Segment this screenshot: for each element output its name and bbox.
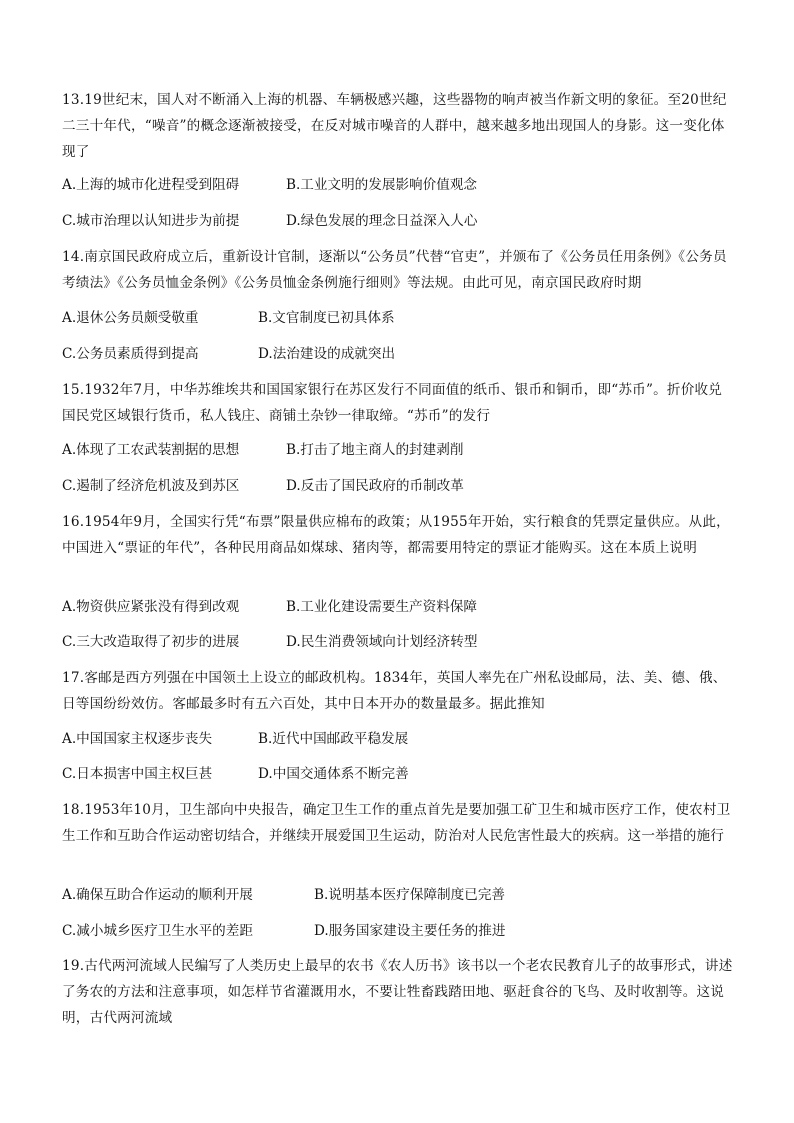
- question-16-option-d[interactable]: D.民生消费领域向计划经济转型: [286, 634, 478, 650]
- question-16-option-a[interactable]: A.物资供应紧张没有得到改观: [62, 599, 240, 615]
- question-14-option-b[interactable]: B.文官制度已初具体系: [258, 310, 395, 326]
- question-19-stem: 19.古代两河流域人民编写了人类历史上最早的农书《农人历书》该书以一个老农民教育儿子的故事形式，讲述了务农的方法和注意事项，如怎样节省灌溉用水，不要让牲畜践踏田地、驱赶食谷的飞鸟、及时收割等。这说明，古代两河流域: [62, 958, 733, 1026]
- question-13-option-c[interactable]: C.城市治理以认知进步为前提: [62, 213, 240, 229]
- question-15-option-a[interactable]: A.体现了工农武装割据的思想: [62, 442, 240, 458]
- question-14-option-d[interactable]: D.法治建设的成就突出: [258, 346, 396, 362]
- question-15-options-row2: [62, 477, 734, 495]
- question-18-option-c[interactable]: C.减小城乡医疗卫生水平的差距: [62, 923, 253, 939]
- question-18-options: [62, 886, 734, 904]
- question-16-options: [62, 598, 734, 616]
- question-16-stem: 16.1954年9月，全国实行凭“布票”限量供应棉布的政策；从1955年开始，实行粮食的凭票定量供应。从此，中国进入“票证的年代”，各种民用商品如煤球、猪肉等，都需要用特定的票证才能购买。这在本质上说明: [62, 514, 730, 556]
- question-17-options: [62, 730, 734, 748]
- question-17-stem: 17.客邮是西方列强在中国领土上设立的邮政机构。1834年，英国人率先在广州私设邮局，法、美、德、俄、日等国纷纷效仿。客邮最多时有五六百处，其中日本开办的数量最多。据此推知: [62, 670, 727, 712]
- question-15-option-c[interactable]: C.遏制了经济危机波及到苏区: [62, 478, 240, 494]
- question-15-options: [62, 441, 734, 459]
- question-16-options-row2: [62, 633, 734, 651]
- question-17-option-a[interactable]: A.中国国家主权逐步丧失: [62, 731, 213, 747]
- question-14-stem: 14.南京国民政府成立后，重新设计官制，逐渐以“公务员”代替“官吏”，并颁布了《公务员任用条例》《公务员考绩法》《公务员恤金条例》《公务员恤金条例施行细则》等法规。由此可见，南京国民政府时期: [62, 249, 727, 291]
- question-18-option-b[interactable]: B.说明基本医疗保障制度已完善: [314, 887, 506, 903]
- question-14-option-a[interactable]: A.退休公务员颇受敬重: [62, 310, 199, 326]
- question-17-option-d[interactable]: D.中国交通体系不断完善: [258, 766, 409, 782]
- question-13-option-a[interactable]: A.上海的城市化进程受到阻碍: [62, 177, 240, 193]
- question-15-option-b[interactable]: B.打击了地主商人的封建剥削: [286, 442, 464, 458]
- question-17-option-c[interactable]: C.日本损害中国主权巨甚: [62, 766, 213, 782]
- question-13-options: [62, 176, 734, 194]
- question-15-stem: 15.1932年7月，中华苏维埃共和国国家银行在苏区发行不同面值的纸币、银币和铜币，即“苏币”。折价收兑国民党区域银行货币，私人钱庄、商铺土杂钞一律取缔。“苏币”的发行: [62, 382, 723, 424]
- question-18-option-d[interactable]: D.服务国家建设主要任务的推进: [314, 923, 506, 939]
- question-16-option-b[interactable]: B.工业化建设需要生产资料保障: [286, 599, 478, 615]
- question-13-option-d[interactable]: D.绿色发展的理念日益深入人心: [286, 213, 478, 229]
- question-17-option-b[interactable]: B.近代中国邮政平稳发展: [258, 731, 409, 747]
- question-14-option-c[interactable]: C.公务员素质得到提高: [62, 346, 199, 362]
- question-17-options-row2: [62, 765, 734, 783]
- question-18-stem: 18.1953年10月，卫生部向中央报告，确定卫生工作的重点首先是要加强工矿卫生和城市医疗工作，使农村卫生工作和互助合作运动密切结合，并继续开展爱国卫生运动，防治对人民危害性最大的疾病。这一举措的施行: [62, 802, 731, 844]
- question-13-option-b[interactable]: B.工业文明的发展影响价值观念: [286, 177, 478, 193]
- question-15-option-d[interactable]: D.反击了国民政府的币制改革: [286, 478, 464, 494]
- question-13-options-row2: [62, 212, 734, 230]
- question-14-options: [62, 309, 734, 327]
- question-14-options-row2: [62, 345, 734, 363]
- question-13-stem: 13.19世纪末，国人对不断涌入上海的机器、车辆极感兴趣，这些器物的响声被当作新文明的象征。至20世纪二三十年代，“噪音”的概念逐渐被接受，在反对城市噪音的人群中，越来越多地出现国人的身影。这一变化体现了: [62, 92, 727, 160]
- question-18-option-a[interactable]: A.确保互助合作运动的顺利开展: [62, 887, 253, 903]
- question-18-options-row2: [62, 922, 734, 940]
- question-16-option-c[interactable]: C.三大改造取得了初步的进展: [62, 634, 240, 650]
